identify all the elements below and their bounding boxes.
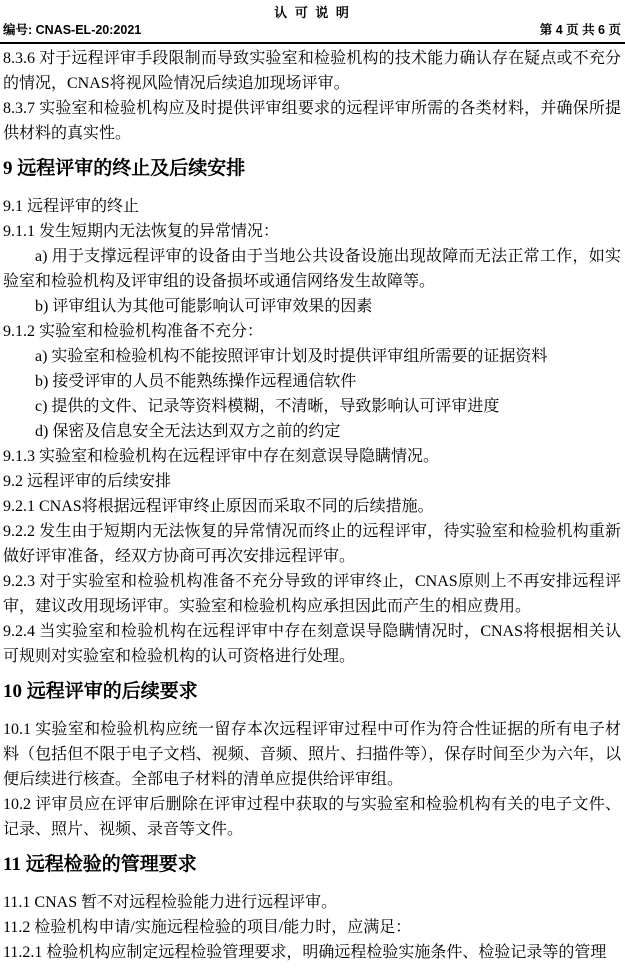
list-item-9-1-2-a: a) 实验室和检验机构不能按照评审计划及时提供评审组所需要的证据资料 — [35, 348, 548, 365]
clause-8-3-6: 8.3.6 对于远程评审手段限制而导致实验室和检验机构的技术能力确认存在疑点或不充分的情况，CNAS将视风险情况后续追加现场评审。 — [3, 50, 621, 92]
clause-9-1: 9.1 远程评审的终止 — [3, 198, 140, 215]
clause-11-2: 11.2 检验机构申请/实施远程检验的项目/能力时，应满足： — [3, 919, 412, 936]
list-item-9-1-2-c: c) 提供的文件、记录等资料模糊，不清晰，导致影响认可评审进度 — [35, 398, 500, 415]
header-meta-row — [0, 20, 625, 42]
clause-10-2: 10.2 评审员应在评审后删除在评审过程中获取的与实验室和检验机构有关的电子文件、记录、照片、视频、录音等文件。 — [3, 796, 621, 838]
clause-9-2: 9.2 远程评审的后续安排 — [3, 473, 172, 490]
section-9-heading: 9 远程评审的终止及后续安排 — [3, 158, 246, 179]
list-item-9-1-2-d: d) 保密及信息安全无法达到双方之前的约定 — [35, 423, 341, 440]
document-body — [0, 44, 625, 965]
page-header — [0, 0, 625, 44]
list-item-9-1-1-a: a) 用于支撑远程评审的设备由于当地公共设备设施出现故障而无法正常工作，如实验室和检验机构及评审组的设备损坏或通信网络发生故障等。 — [3, 248, 621, 290]
clause-9-1-1: 9.1.1 发生短期内无法恢复的异常情况： — [3, 223, 280, 240]
clause-11-1: 11.1 CNAS 暂不对远程检验能力进行远程评审。 — [3, 894, 338, 911]
list-item-9-1-2-b: b) 接受评审的人员不能熟练操作远程通信软件 — [35, 373, 357, 390]
clause-8-3-7: 8.3.7 实验室和检验机构应及时提供评审组要求的远程评审所需的各类材料，并确保所提供材料的真实性。 — [3, 100, 621, 142]
clause-11-2-1: 11.2.1 检验机构应制定远程检验管理要求，明确远程检验实施条件、检验记录等的管理 — [3, 944, 607, 961]
section-11-heading: 11 远程检验的管理要求 — [3, 854, 197, 875]
section-10-heading: 10 远程评审的后续要求 — [3, 681, 198, 702]
clause-9-2-4: 9.2.4 当实验室和检验机构在远程评审中存在刻意误导隐瞒情况时，CNAS将根据相关认可规则对实验室和检验机构的认可资格进行处理。 — [3, 623, 621, 665]
list-item-9-1-1-b: b) 评审组认为其他可能影响认可评审效果的因素 — [35, 298, 373, 315]
page-indicator: 第 4 页 共 6 页 — [539, 23, 621, 37]
clause-9-2-1: 9.2.1 CNAS将根据远程评审终止原因而采取不同的后续措施。 — [3, 498, 434, 515]
clause-9-1-2: 9.1.2 实验室和检验机构准备不充分： — [3, 323, 264, 340]
clause-9-2-2: 9.2.2 发生由于短期内无法恢复的异常情况而终止的远程评审，待实验室和检验机构重新做好评审准备，经双方协商可再次安排远程评审。 — [3, 523, 621, 565]
document-number: 编号: CNAS-EL-20:2021 — [3, 23, 142, 37]
clause-9-2-3: 9.2.3 对于实验室和检验机构准备不充分导致的评审终止，CNAS原则上不再安排远程评审，建议改用现场评审。实验室和检验机构应承担因此而产生的相应费用。 — [3, 573, 621, 615]
clause-10-1: 10.1 实验室和检验机构应统一留存本次远程评审过程中可作为符合性证据的所有电子材料（包括但不限于电子文档、视频、音频、照片、扫描件等），保存时间至少为六年，以便后续进行核查。全部电子材料的清单应提供给评审组。 — [3, 721, 621, 788]
document-title: 认 可 说 明 — [274, 5, 351, 20]
clause-9-1-3: 9.1.3 实验室和检验机构在远程评审中存在刻意误导隐瞒情况。 — [3, 448, 440, 465]
